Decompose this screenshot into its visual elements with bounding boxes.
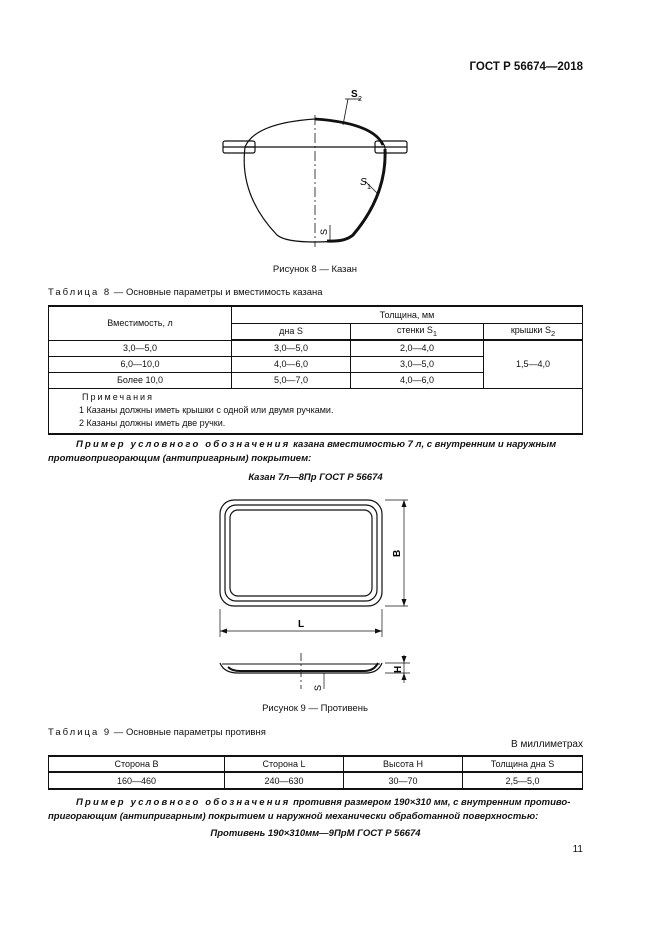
example-2-paragraph (48, 796, 583, 824)
cell-capacity: 3,0—5,0 (49, 340, 232, 356)
example-1-designation: Казан 7л—8Пр ГОСТ Р 56674 (248, 472, 383, 483)
header-lid-thickness (484, 323, 583, 340)
units-note: В миллиметрах (511, 739, 583, 750)
header-thickness: Толщина, мм (232, 306, 583, 323)
table-row (49, 772, 583, 789)
page-number: 11 (572, 844, 583, 855)
figure-9-caption: Рисунок 9 — Противень (262, 703, 368, 714)
cell-bottom-thickness-s: 2,5—5,0 (463, 772, 583, 789)
cell-side-b: 160—460 (49, 772, 225, 789)
cell-lid-value: 1,5—4,0 (484, 340, 583, 388)
header-lid-label: крышки S (510, 324, 551, 335)
example-1-lead: Пример условного обозначения (76, 439, 291, 450)
cell-side-l: 240—630 (225, 772, 344, 789)
s1-subscript: 1 (367, 184, 371, 191)
cell-wall: 4,0—6,0 (351, 372, 484, 388)
notes-title: Примечания (82, 391, 154, 402)
example-1-paragraph (48, 438, 583, 466)
header-wall-subscript: 1 (432, 328, 438, 338)
note-1: 1 Казаны должны иметь крышки с одной или двумя ручками. (79, 404, 334, 415)
table-9-title: — Основные параметры противня (111, 727, 266, 738)
s2-label: S (351, 89, 358, 100)
cell-bottom: 3,0—5,0 (232, 340, 351, 356)
example-1-text-2: противопригорающим (антипригарным) покрытием: (48, 453, 312, 464)
table-row (49, 340, 583, 356)
header-capacity: Вместимость, л (49, 306, 232, 340)
l-dimension-label: L (298, 619, 305, 630)
cell-capacity: 6,0—10,0 (49, 356, 232, 372)
header-bottom-thickness-s: Толщина дна S (463, 756, 583, 772)
header-wall-thickness (351, 323, 484, 340)
header-wall-label: стенки S (396, 324, 433, 335)
cell-capacity: Более 10,0 (49, 372, 232, 388)
example-2-text-2: пригорающим (антипригарным) покрытием и наружной механически обработанной поверхностью: (48, 811, 539, 822)
figure-9-tray-drawing (210, 495, 420, 695)
header-bottom-thickness: дна S (232, 323, 351, 340)
table-9-label: Таблица 9 (48, 727, 112, 738)
table-8-label: Таблица 8 (48, 287, 112, 298)
example-2-text-1: противня размером 190×310 мм, с внутренним противо- (290, 797, 571, 808)
s1-label: S (360, 177, 367, 188)
header-height-h: Высота H (344, 756, 463, 772)
table-8-title: — Основные параметры и вместимость казана (111, 287, 323, 298)
example-2-lead: Пример условного обозначения (76, 797, 291, 808)
header-side-b: Сторона B (49, 756, 225, 772)
example-2-designation: Противень 190×310мм—9ПрМ ГОСТ Р 56674 (210, 828, 421, 839)
cell-bottom: 5,0—7,0 (232, 372, 351, 388)
cell-wall: 2,0—4,0 (351, 340, 484, 356)
s-label: S (319, 228, 329, 235)
h-dimension-label: H (393, 665, 404, 673)
figure-8-kazan-drawing (215, 85, 415, 255)
table-8-notes (49, 388, 583, 434)
header-lid-subscript: 2 (550, 328, 556, 338)
figure-8-caption: Рисунок 8 — Казан (272, 264, 358, 275)
document-header: ГОСТ Р 56674—2018 (469, 61, 583, 73)
s-thickness-label: S (313, 684, 323, 691)
note-2: 2 Казаны должны иметь две ручки. (79, 417, 226, 428)
cell-height-h: 30—70 (344, 772, 463, 789)
cell-wall: 3,0—5,0 (351, 356, 484, 372)
cell-bottom: 4,0—6,0 (232, 356, 351, 372)
header-side-l: Сторона L (225, 756, 344, 772)
b-dimension-label: B (392, 549, 403, 557)
s2-subscript: 2 (358, 96, 362, 103)
table-8 (48, 305, 583, 435)
example-1-text-1: казана вместимостью 7 л, с внутренним и наружным (290, 439, 557, 450)
table-9 (48, 755, 583, 790)
